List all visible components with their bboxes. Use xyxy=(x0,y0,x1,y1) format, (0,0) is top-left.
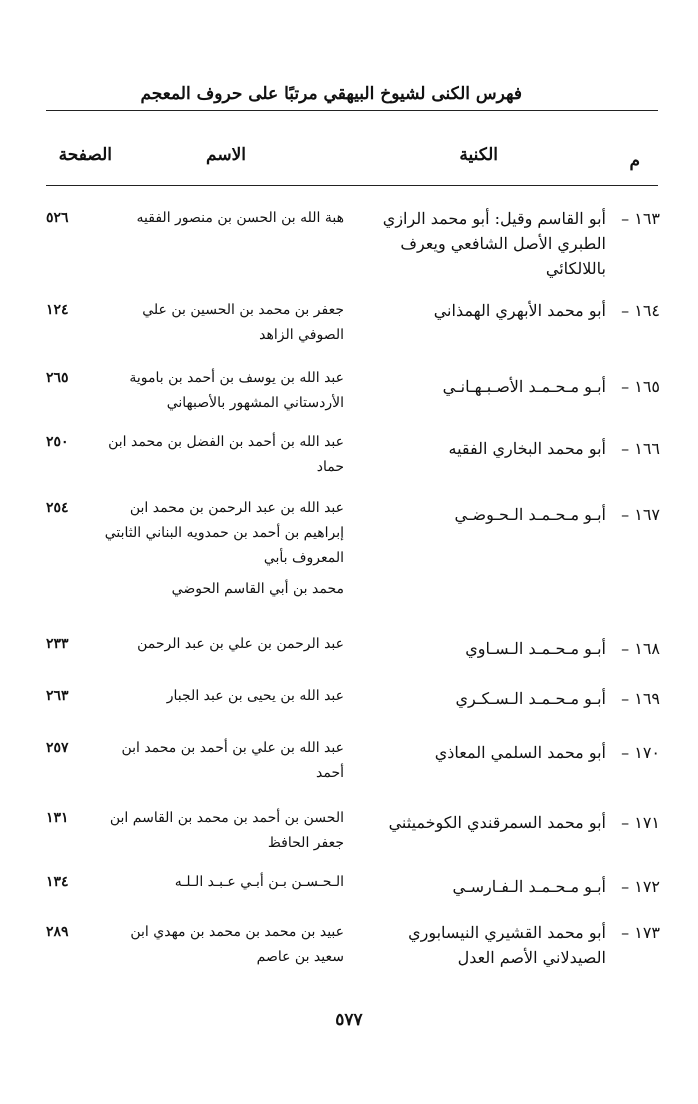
entry-number: ١٦٥ – xyxy=(621,377,660,396)
entry-kunya: أبو محمد الأبهري الهمذاني xyxy=(433,301,606,320)
table-row xyxy=(0,920,698,990)
entry-name-text: عبد الله بن يحيى بن عبد الجبار xyxy=(166,688,344,704)
index-table xyxy=(0,206,698,990)
table-row xyxy=(0,870,698,920)
column-header-rule xyxy=(46,185,658,186)
entry-name-text: عبد الله بن عبد الرحمن بن محمد ابن إبراهيم بن أحمد بن حمدويه البناني الثابتي المعروف بأبي xyxy=(104,500,344,566)
entry-name-text: عبيد بن محمد بن محمد بن مهدي ابن سعيد بن عاصم xyxy=(130,924,344,965)
entry-name-text: الحسن بن أحمد بن محمد بن القاسم ابن جعفر الحافظ xyxy=(109,810,344,851)
entry-number: ١٧٣ – xyxy=(621,923,660,942)
column-header-name: الاسم xyxy=(206,145,246,165)
column-header-number: م xyxy=(629,151,640,171)
column-headers xyxy=(0,145,698,175)
entry-name-text: جعفر بن محمد بن الحسين بن علي الصوفي الزاهد xyxy=(142,302,344,343)
entry-page: ٢٥٤ xyxy=(46,500,69,516)
column-header-page: الصفحة xyxy=(58,145,112,165)
entry-name xyxy=(98,736,344,786)
entry-name-text: عبد الله بن علي بن أحمد بن محمد ابن أحمد xyxy=(121,740,344,781)
table-row xyxy=(0,496,698,632)
entry-page: ٢٣٣ xyxy=(46,636,69,652)
entry-name xyxy=(98,298,344,348)
entry-name xyxy=(98,206,344,231)
entry-page: ٢٦٥ xyxy=(46,370,69,386)
entry-kunya: أبو القاسم وقيل: أبو محمد الرازي الطبري الأصل الشافعي ويعرف باللالكائي xyxy=(382,209,606,278)
entry-page: ٥٢٦ xyxy=(46,210,69,226)
table-row xyxy=(0,684,698,736)
entry-name-text: الـحـسـن بـن أبـي عـبـد الـلـه xyxy=(174,874,344,890)
entry-kunya: أبـو مـحـمـد الـحـوضـي xyxy=(454,505,606,524)
entry-page: ٢٥٠ xyxy=(46,434,69,450)
entry-name xyxy=(98,920,344,970)
entry-page: ١٣١ xyxy=(46,810,69,826)
table-row xyxy=(0,430,698,496)
entry-name-text: عبد الله بن أحمد بن الفضل بن محمد ابن حماد xyxy=(108,434,344,475)
entry-number: ١٦٣ – xyxy=(621,209,660,228)
entry-kunya: أبـو مـحـمـد الـسـكـري xyxy=(455,689,606,708)
entry-number: ١٦٤ – xyxy=(621,301,660,320)
entry-number: ١٦٧ – xyxy=(621,505,660,524)
entry-name xyxy=(98,806,344,856)
entry-name-text: عبد الله بن يوسف بن أحمد بن باموية الأردستاني المشهور بالأصبهاني xyxy=(129,370,344,411)
entry-kunya: أبو محمد السمرقندي الكوخميثني xyxy=(388,813,606,832)
entry-kunya: أبـو مـحـمـد الـسـاوي xyxy=(465,639,606,658)
entry-name xyxy=(98,632,344,657)
entry-page: ٢٦٣ xyxy=(46,688,69,704)
entry-name xyxy=(98,870,344,895)
entry-name xyxy=(98,496,344,602)
entry-number: ١٦٨ – xyxy=(621,639,660,658)
entry-page: ٢٥٧ xyxy=(46,740,69,756)
table-row xyxy=(0,736,698,806)
table-row xyxy=(0,206,698,298)
entry-number: ١٧١ – xyxy=(621,813,660,832)
entry-name xyxy=(98,366,344,416)
entry-kunya: أبو محمد القشيري النيسابوري الصيدلاني الأصم العدل xyxy=(408,923,606,967)
entry-page: ١٣٤ xyxy=(46,874,69,890)
entry-name-text: هبة الله بن الحسن بن منصور الفقيه xyxy=(136,210,344,226)
column-header-kunya: الكنية xyxy=(459,145,498,165)
page-number: ٥٧٧ xyxy=(335,1010,363,1030)
entry-name-text: عبد الرحمن بن علي بن عبد الرحمن xyxy=(137,636,344,652)
entry-number: ١٦٦ – xyxy=(621,439,660,458)
running-header: فهرس الكنى لشيوخ البيهقي مرتبًا على حروف المعجم xyxy=(140,84,522,104)
entry-number: ١٧٢ – xyxy=(621,877,660,896)
entry-kunya: أبو محمد السلمي المعاذي xyxy=(434,743,606,762)
entry-name-continuation: محمد بن أبي القاسم الحوضي xyxy=(171,581,344,597)
entry-kunya: أبـو مـحـمـد الـفـارسـي xyxy=(452,877,606,896)
entry-page: ١٢٤ xyxy=(46,302,69,318)
table-row xyxy=(0,366,698,430)
entry-name xyxy=(98,684,344,709)
table-row xyxy=(0,806,698,870)
entry-number: ١٦٩ – xyxy=(621,689,660,708)
table-row xyxy=(0,632,698,684)
entry-kunya: أبو محمد البخاري الفقيه xyxy=(448,439,606,458)
table-row xyxy=(0,298,698,366)
entry-page: ٢٨٩ xyxy=(46,924,69,940)
entry-kunya: أبـو مـحـمـد الأصـبـهـانـي xyxy=(442,377,606,396)
entry-name xyxy=(98,430,344,480)
header-rule xyxy=(46,110,658,111)
entry-number: ١٧٠ – xyxy=(621,743,660,762)
